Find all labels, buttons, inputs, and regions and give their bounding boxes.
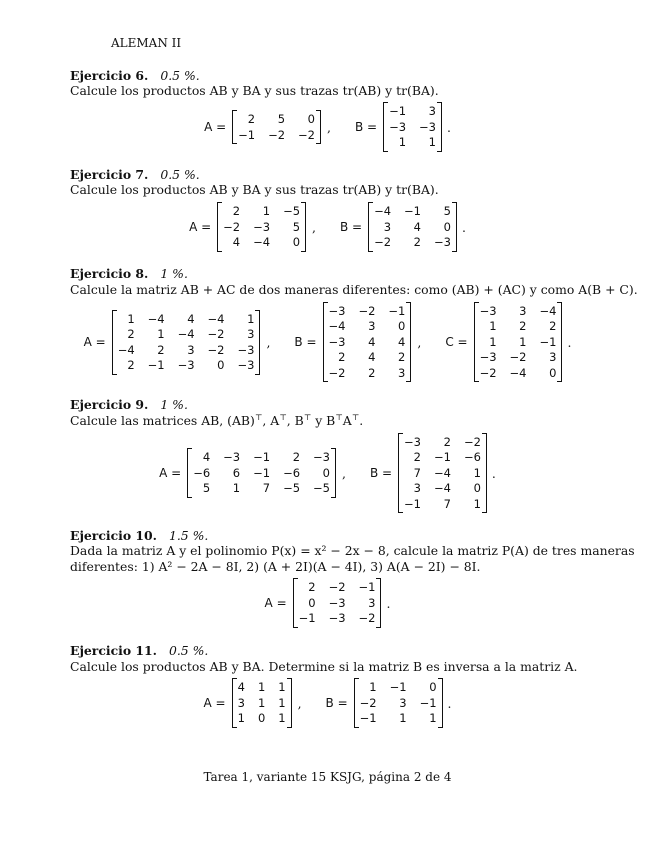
exercise-10-matrices [0, 578, 655, 628]
matrix-cell: −5 [283, 481, 301, 496]
matrix-cell: −1 [389, 104, 407, 119]
matrix [232, 679, 292, 727]
matrix-cell: 2 [292, 450, 301, 465]
exercise-8-weight: 1 %. [160, 266, 188, 281]
matrix-cell: 2 [232, 204, 241, 219]
matrix-cell: −4 [147, 311, 165, 326]
exercise-11-matrices [0, 678, 655, 728]
matrix-cell: −4 [117, 342, 135, 357]
matrix [398, 434, 487, 513]
matrix-cell: 7 [443, 496, 451, 511]
matrix-label: B = [325, 696, 348, 710]
matrix [474, 303, 563, 382]
exercise-6-matrices [0, 105, 655, 149]
matrix-cell: −1 [539, 334, 557, 349]
matrix-cell: 1 [398, 135, 407, 150]
matrix-cell: 2 [247, 112, 256, 126]
page-header: ALEMAN II [111, 36, 182, 50]
matrix-cell: 3 [368, 319, 376, 334]
matrix-cell: 0 [473, 481, 481, 496]
matrix [187, 449, 336, 497]
matrix-cell: 4 [398, 334, 406, 349]
matrix-cell: 1 [489, 334, 497, 349]
matrix-label: A = [189, 220, 212, 234]
exercise-7-weight: 0.5 %. [160, 167, 200, 182]
matrix-cell: −3 [253, 219, 271, 234]
exercise-8-text: Calcule la matriz AB + AC de dos maneras diferentes: como (AB) + (AC) y como A(B + C). [70, 282, 638, 297]
matrix-cell: −3 [328, 334, 346, 349]
exercise-10-weight: 1.5 %. [168, 528, 209, 543]
matrix-cell: −1 [419, 695, 437, 710]
exercise-6-title: Ejercicio 6. [70, 68, 149, 83]
matrix [383, 103, 442, 151]
matrix-cell: 1 [473, 496, 481, 511]
matrix-cell: 1 [157, 327, 165, 341]
matrix-equation [340, 203, 466, 251]
matrix-separator: , [417, 334, 422, 350]
matrix-cell: 0 [217, 358, 225, 372]
matrix-cell: −1 [253, 465, 271, 480]
matrix-cell: 3 [519, 303, 527, 318]
matrix-cell: 4 [232, 235, 241, 250]
matrix-separator: , [341, 465, 346, 481]
matrix-cell: −2 [328, 580, 346, 595]
matrix-cell: 0 [322, 465, 330, 480]
matrix-label: B = [294, 335, 317, 349]
matrix-cell: 1 [262, 204, 271, 219]
matrix-label: A = [204, 120, 227, 134]
matrix-cell: −2 [479, 365, 497, 380]
exercise-6-heading [70, 68, 200, 83]
matrix-cell: 1 [519, 334, 527, 349]
matrix-cell: 3 [398, 365, 406, 380]
matrix-cell: 3 [549, 350, 557, 365]
matrix-cell: 0 [307, 112, 315, 126]
matrix-cell: 1 [247, 311, 255, 326]
matrix-cell: 3 [247, 327, 255, 341]
matrix-cell: −3 [328, 611, 346, 626]
matrix-separator: . [446, 119, 451, 135]
matrix-cell: 2 [413, 450, 421, 465]
matrix-cell: 2 [338, 350, 346, 365]
matrix-cell: 2 [443, 434, 451, 449]
matrix-cell: −3 [177, 358, 195, 372]
matrix-cell: 0 [398, 319, 406, 334]
matrix-equation [355, 103, 451, 151]
matrix-separator: , [327, 119, 331, 135]
matrix-cell: 2 [308, 580, 316, 595]
exercise-7-title: Ejercicio 7. [70, 167, 149, 182]
exercise-6-weight: 0.5 %. [160, 68, 200, 83]
matrix-cell: −3 [328, 595, 346, 610]
matrix [112, 311, 261, 374]
matrix-cell: −2 [359, 695, 377, 710]
matrix-cell: 1 [489, 319, 497, 334]
exercise-10-title: Ejercicio 10. [70, 528, 157, 543]
exercise-9-weight: 1 %. [160, 397, 188, 412]
matrix-cell: −3 [419, 119, 436, 134]
matrix-cell: −4 [509, 365, 527, 380]
matrix-cell: 3 [399, 695, 407, 710]
matrix-label: A = [203, 696, 226, 710]
matrix-equation [84, 311, 295, 374]
matrix-cell: −2 [358, 303, 376, 318]
matrix-cell: 2 [549, 319, 557, 334]
matrix-cell: 0 [308, 595, 316, 610]
matrix-equation [294, 303, 445, 382]
matrix-cell: 0 [443, 219, 451, 234]
matrix-cell: −4 [177, 327, 195, 341]
matrix-cell: 2 [157, 342, 165, 357]
matrix-cell: 1 [473, 465, 481, 480]
matrix-cell: −6 [193, 465, 211, 480]
exercise-9-matrices [0, 433, 655, 513]
matrix-separator: . [567, 334, 572, 350]
matrix-cell: −1 [434, 450, 451, 465]
matrix-cell: 3 [413, 481, 421, 496]
matrix-cell: −2 [207, 327, 225, 341]
matrix-cell: −2 [298, 127, 315, 142]
matrix-separator: . [491, 465, 496, 481]
matrix-cell: −2 [374, 235, 392, 250]
matrix-cell: −3 [404, 434, 421, 449]
matrix-equation [204, 111, 355, 143]
matrix-cell: −1 [298, 611, 316, 626]
matrix-cell: −4 [328, 319, 346, 334]
matrix-cell: −1 [404, 496, 421, 511]
exercise-9-heading [70, 397, 188, 412]
exercise-8-matrices [0, 302, 655, 382]
exercise-7-text: Calcule los productos AB y BA y sus trazas tr(AB) y tr(BA). [70, 182, 439, 197]
matrix-cell: 1 [237, 711, 245, 726]
matrix-cell: 1 [257, 680, 266, 695]
matrix-separator: , [297, 695, 302, 711]
matrix-cell: 2 [413, 235, 421, 250]
exercise-7-heading [70, 167, 200, 182]
matrix-cell: 1 [127, 311, 135, 326]
matrix-cell: 1 [278, 711, 286, 726]
matrix-cell: −1 [388, 303, 406, 318]
matrix-cell: 0 [292, 235, 301, 250]
matrix-cell: 1 [429, 711, 437, 726]
matrix-cell: 4 [368, 334, 376, 349]
matrix-cell: −2 [268, 127, 286, 142]
matrix-label: B = [339, 220, 363, 234]
matrix [368, 203, 457, 251]
matrix-cell: 3 [368, 595, 376, 610]
exercise-11-text: Calcule los productos AB y BA. Determine si la matriz B es inversa a la matriz A. [70, 659, 578, 674]
matrix [293, 579, 382, 627]
matrix-cell: 2 [127, 327, 135, 341]
matrix-label: A = [159, 466, 182, 480]
matrix-cell: 2 [519, 319, 527, 334]
matrix-cell: −2 [358, 611, 376, 626]
matrix-cell: −2 [328, 365, 346, 380]
matrix-cell: 0 [257, 711, 266, 726]
matrix-cell: 4 [237, 680, 245, 695]
matrix-label: A = [83, 335, 106, 349]
matrix-cell: 7 [262, 481, 271, 496]
matrix [323, 303, 412, 382]
matrix-cell: 4 [187, 311, 195, 326]
matrix-cell: −5 [313, 481, 330, 496]
matrix-cell: −2 [207, 342, 225, 357]
matrix-cell: 4 [368, 350, 376, 365]
matrix-equation [159, 449, 370, 497]
matrix-cell: −4 [207, 311, 225, 326]
exercise-11-heading [70, 643, 208, 658]
exercise-8-heading [70, 266, 188, 281]
matrix-cell: 5 [443, 204, 451, 219]
matrix-cell: 5 [292, 219, 301, 234]
matrix-cell: −2 [509, 350, 527, 365]
matrix-cell: 2 [398, 350, 406, 365]
matrix-label: C = [445, 335, 468, 349]
matrix-cell: 3 [237, 695, 245, 710]
matrix-label: B = [369, 466, 393, 480]
matrix-cell: 2 [127, 358, 135, 372]
matrix-cell: −4 [434, 481, 451, 496]
matrix-equation [204, 679, 326, 727]
matrix-cell: 1 [399, 711, 407, 726]
matrix-cell: 2 [368, 365, 376, 380]
matrix-equation [370, 434, 496, 513]
matrix-label: B = [354, 120, 378, 134]
matrix-separator: . [447, 695, 452, 711]
matrix-cell: −3 [434, 235, 451, 250]
exercise-6-text: Calcule los productos AB y BA y sus trazas tr(AB) y tr(BA). [70, 83, 439, 98]
matrix-cell: −2 [223, 219, 241, 234]
matrix-cell: −1 [358, 580, 376, 595]
matrix [232, 111, 321, 143]
matrix-cell: −1 [253, 450, 271, 465]
matrix-cell: −6 [463, 450, 481, 465]
matrix-separator: . [461, 219, 466, 235]
page-footer: Tarea 1, variante 15 KSJG, página 2 de 4 [203, 770, 452, 784]
matrix-cell: −5 [283, 204, 301, 219]
exercise-11-weight: 0.5 %. [168, 643, 209, 658]
matrix-cell: 4 [202, 450, 211, 465]
matrix-cell: −1 [147, 358, 165, 372]
matrix [217, 203, 306, 251]
matrix-cell: 1 [257, 695, 266, 710]
matrix-cell: −3 [479, 303, 497, 318]
matrix-cell: −4 [253, 235, 271, 250]
matrix-cell: 4 [413, 219, 421, 234]
matrix-label: A = [264, 596, 287, 610]
matrix-cell: −4 [539, 303, 557, 318]
matrix-cell: −2 [463, 434, 481, 449]
matrix-cell: 1 [428, 135, 436, 150]
matrix-equation [189, 203, 340, 251]
matrix-cell: −1 [359, 711, 377, 726]
matrix-equation [445, 303, 571, 382]
matrix-cell: 1 [369, 680, 377, 695]
matrix-cell: −4 [374, 204, 392, 219]
exercise-7-matrices [0, 202, 655, 252]
matrix-cell: 1 [278, 695, 286, 710]
matrix [354, 679, 443, 727]
matrix-cell: −3 [328, 303, 346, 318]
matrix-cell: −6 [283, 465, 301, 480]
matrix-cell: −3 [479, 350, 497, 365]
matrix-separator: , [312, 219, 316, 235]
matrix-cell: −1 [404, 204, 421, 219]
matrix-cell: 3 [428, 104, 436, 119]
matrix-cell: 1 [278, 680, 286, 695]
exercise-9-text: Calcule las matrices AB, (AB)⊤, A⊤, B⊤ y B⊤A⊤. [70, 413, 364, 428]
exercise-11-title: Ejercicio 11. [70, 643, 157, 658]
matrix-cell: −1 [238, 127, 256, 142]
matrix-cell: −3 [389, 119, 407, 134]
matrix-equation [265, 579, 391, 627]
exercise-10-text-2: diferentes: 1) A² − 2A − 8I, 2) (A + 2I)(A − 4I), 3) A(A − 2I) − 8I. [70, 559, 481, 574]
matrix-separator: . [386, 595, 391, 611]
matrix-cell: 0 [549, 365, 557, 380]
matrix-cell: −3 [237, 342, 255, 357]
exercise-10-heading [70, 528, 208, 543]
matrix-equation [326, 679, 452, 727]
matrix-cell: 5 [202, 481, 211, 496]
matrix-cell: 0 [429, 680, 437, 695]
matrix-cell: 3 [187, 342, 195, 357]
matrix-cell: 6 [232, 465, 241, 480]
matrix-cell: −3 [237, 358, 255, 372]
matrix-cell: 7 [413, 465, 421, 480]
matrix-cell: 3 [383, 219, 392, 234]
matrix-cell: 5 [277, 112, 286, 126]
exercise-8-title: Ejercicio 8. [70, 266, 149, 281]
matrix-cell: −3 [313, 450, 330, 465]
matrix-cell: −1 [389, 680, 407, 695]
matrix-cell: −3 [223, 450, 241, 465]
exercise-9-title: Ejercicio 9. [70, 397, 149, 412]
matrix-cell: 1 [232, 481, 241, 496]
matrix-separator: , [266, 334, 271, 350]
matrix-cell: −4 [434, 465, 451, 480]
exercise-10-text-1: Dada la matriz A y el polinomio P(x) = x² − 2x − 8, calcule la matriz P(A) de tres maneras [70, 543, 635, 558]
